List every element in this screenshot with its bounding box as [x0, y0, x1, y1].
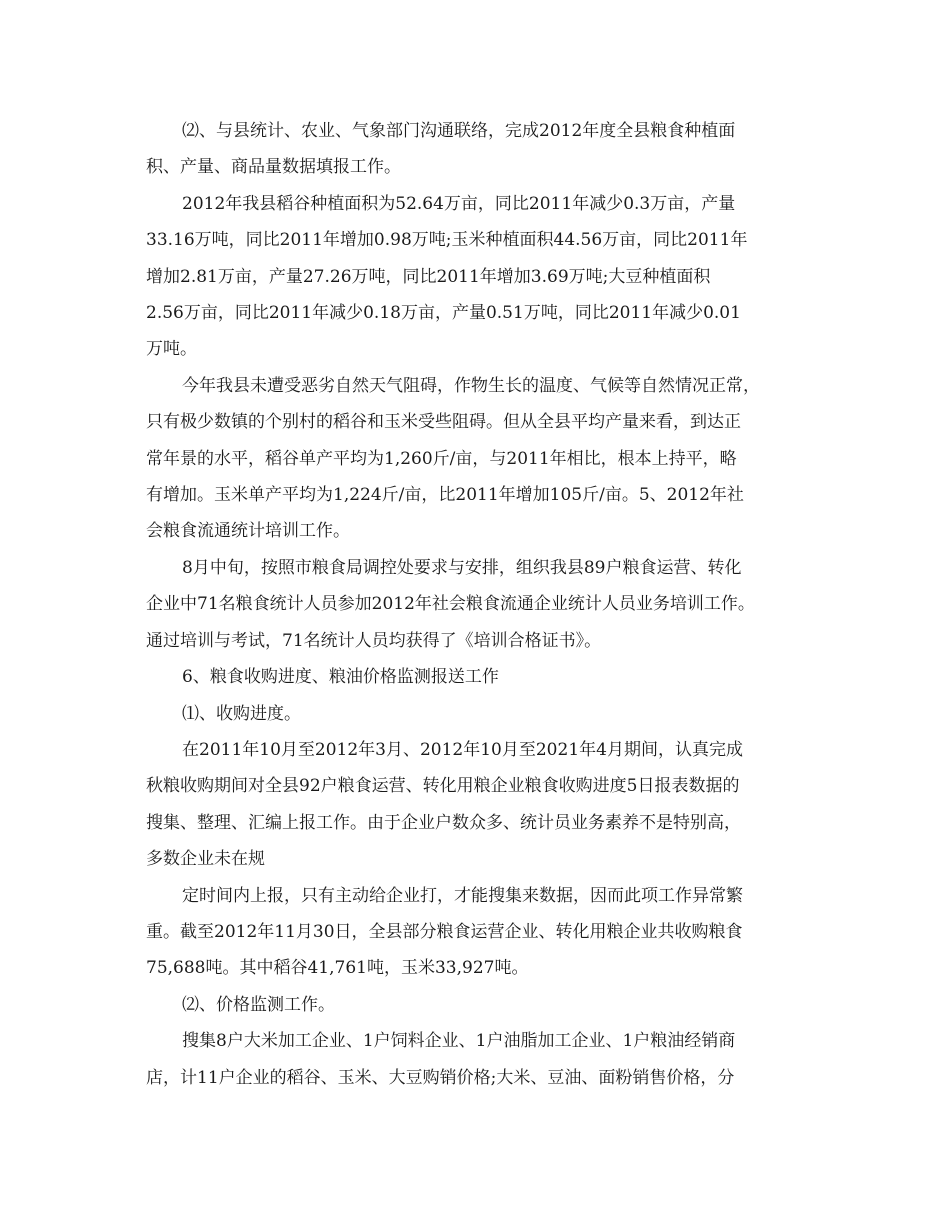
paragraph	[146, 1023, 806, 1096]
text-line: 有增加。玉米单产平均为1,224斤/亩，比2011年增加105斤/亩。5、2012年社	[146, 485, 744, 506]
text-line: 通过培训与考试，71名统计人员均获得了《培训合格证书》。	[146, 630, 602, 651]
paragraph	[146, 659, 806, 695]
text-line: 增加2.81万亩，产量27.26万吨，同比2011年增加3.69万吨;大豆种植面积	[146, 266, 711, 287]
text-line: 秋粮收购期间对全县92户粮食运营、转化用粮企业粮食收购进度5日报表数据的	[146, 776, 740, 797]
text-line: 定时间内上报，只有主动给企业打，才能搜集来数据，因而此项工作异常繁	[182, 885, 743, 906]
paragraph	[146, 186, 806, 368]
paragraph	[146, 368, 806, 550]
text-line: 33.16万吨，同比2011年增加0.98万吨;玉米种植面积44.56万亩，同比2011年	[146, 230, 748, 251]
text-line: 会粮食流通统计培训工作。	[146, 521, 350, 542]
text-line: 只有极少数镇的个别村的稻谷和玉米受些阻碍。但从全县平均产量来看，到达正	[146, 412, 741, 433]
document-body	[146, 113, 806, 1096]
text-line: 万吨。	[146, 339, 197, 360]
text-line: ⑴、收购进度。	[182, 703, 301, 724]
text-line: 常年景的水平，稻谷单产平均为1,260斤/亩，与2011年相比，根本上持平，略	[146, 448, 737, 469]
text-line: 重。截至2012年11月30日，全县部分粮食运营企业、转化用粮企业共收购粮食	[146, 921, 743, 942]
paragraph	[146, 732, 806, 878]
text-line: 积、产量、商品量数据填报工作。	[146, 157, 401, 178]
text-line: 2.56万亩，同比2011年减少0.18万亩，产量0.51万吨，同比2011年减少0.01	[146, 303, 741, 324]
text-line: 店，计11户企业的稻谷、玉米、大豆购销价格;大米、豆油、面粉销售价格，分	[146, 1067, 735, 1088]
text-line: 6、粮食收购进度、粮油价格监测报送工作	[182, 667, 499, 688]
paragraph	[146, 878, 806, 987]
text-line: 今年我县未遭受恶劣自然天气阻碍，作物生长的温度、气候等自然情况正常，	[182, 375, 760, 396]
paragraph	[146, 987, 806, 1023]
text-line: 多数企业未在规	[146, 849, 265, 870]
paragraph	[146, 696, 806, 732]
text-line: 在2011年10月至2012年3月、2012年10月至2021年4月期间，认真完成	[182, 739, 743, 760]
text-line: ⑵、与县统计、农业、气象部门沟通联络，完成2012年度全县粮食种植面	[182, 121, 736, 141]
text-line: 8月中旬，按照市粮食局调控处要求与安排，组织我县89户粮食运营、转化	[182, 557, 742, 578]
text-line: 搜集8户大米加工企业、1户饲料企业、1户油脂加工企业、1户粮油经销商	[182, 1031, 736, 1052]
text-line: 75,688吨。其中稻谷41,761吨，玉米33,927吨。	[146, 958, 529, 979]
text-line: 搜集、整理、汇编上报工作。由于企业户数众多、统计员业务素养不是特别高，	[146, 812, 741, 833]
text-line: 2012年我县稻谷种植面积为52.64万亩，同比2011年减少0.3万亩，产量	[182, 193, 736, 214]
text-line: ⑵、价格监测工作。	[182, 994, 335, 1015]
text-line: 企业中71名粮食统计人员参加2012年社会粮食流通企业统计人员业务培训工作。	[146, 594, 755, 615]
paragraph	[146, 550, 806, 659]
paragraph	[146, 113, 806, 186]
